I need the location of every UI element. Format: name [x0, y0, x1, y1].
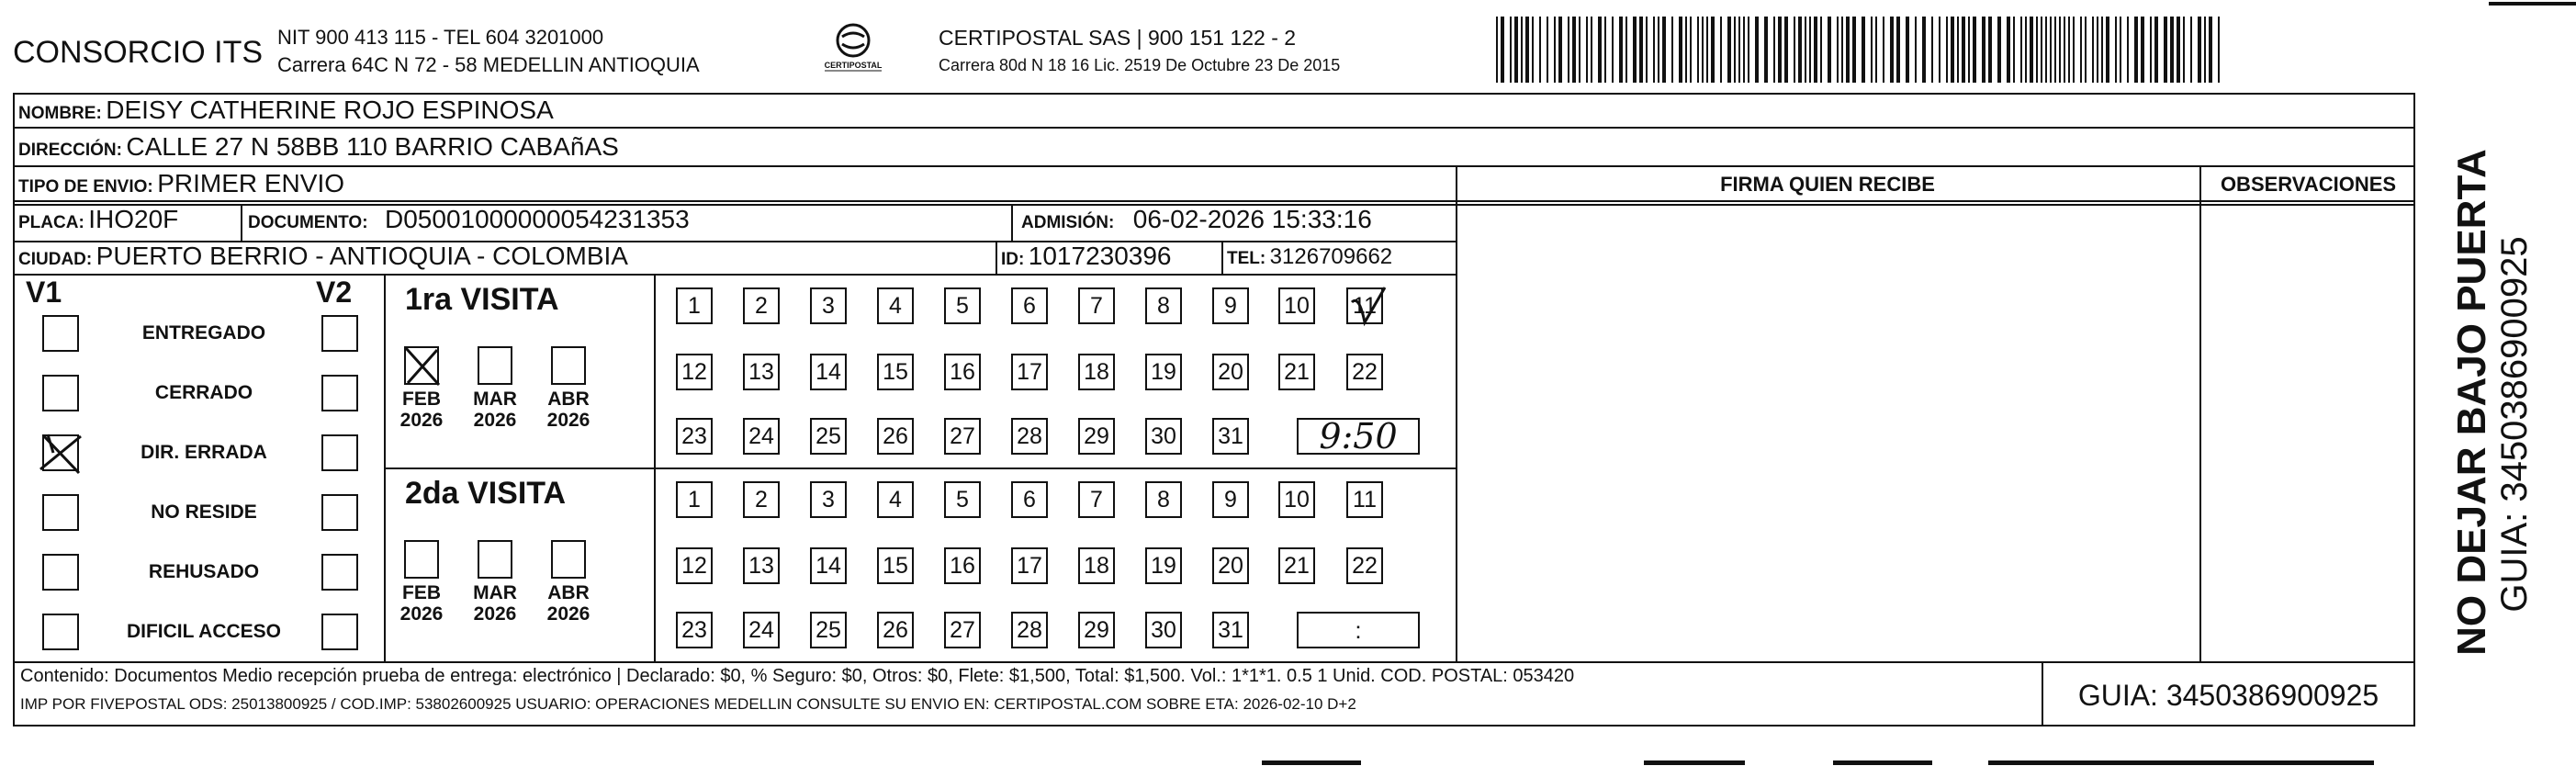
ciudad-value: PUERTO BERRIO - ANTIOQUIA - COLOMBIA [96, 242, 628, 270]
day-box[interactable] [810, 481, 847, 518]
day-box[interactable] [1278, 481, 1315, 518]
day-number: 31 [1218, 617, 1243, 643]
day-box[interactable] [1078, 287, 1115, 324]
day-number: 17 [1017, 359, 1042, 385]
day-box[interactable] [1078, 418, 1115, 455]
day-box[interactable] [944, 612, 981, 648]
day-box[interactable] [1145, 354, 1182, 390]
admision-label: ADMISIÓN: [1021, 213, 1115, 232]
day-number: 11 [1353, 293, 1377, 319]
v2-checkbox[interactable] [321, 315, 358, 352]
month-checkbox[interactable] [551, 346, 586, 385]
day-number: 10 [1284, 487, 1310, 513]
day-box[interactable] [877, 481, 914, 518]
id-label: ID: [1001, 250, 1025, 269]
day-box[interactable] [1011, 547, 1048, 584]
day-box[interactable] [1145, 547, 1182, 584]
month-year: 2026 [546, 603, 591, 625]
tel-field [1227, 246, 1392, 268]
day-box[interactable] [944, 418, 981, 455]
day-number: 14 [816, 553, 841, 579]
day-number: 25 [816, 617, 841, 643]
day-box[interactable] [1212, 287, 1249, 324]
company-name: CONSORCIO ITS [13, 35, 264, 70]
day-number: 12 [681, 359, 707, 385]
tipo-field [18, 171, 344, 197]
day-number: 5 [956, 293, 969, 319]
admision-value: 06-02-2026 15:33:16 [1132, 205, 1372, 233]
day-number: 3 [822, 487, 835, 513]
status-option-label: DIR. ERRADA [141, 442, 267, 463]
month-name: FEB [402, 582, 441, 603]
month-checkbox[interactable] [551, 540, 586, 579]
day-box[interactable] [877, 547, 914, 584]
time-value: 9:50 [1319, 416, 1398, 456]
day-box[interactable] [944, 287, 981, 324]
day-box[interactable] [1212, 418, 1249, 455]
documento-field [248, 207, 690, 232]
day-number: 1 [688, 487, 701, 513]
day-number: 20 [1218, 553, 1243, 579]
visit-panel-right-border [1456, 274, 1457, 661]
day-number: 24 [748, 423, 774, 449]
day-number: 8 [1157, 293, 1170, 319]
day-box[interactable] [676, 354, 713, 390]
placa-label: PLACA: [18, 213, 84, 232]
month-year: 2026 [399, 410, 444, 431]
visit-title: 2da VISITA [405, 476, 567, 511]
day-number: 18 [1084, 553, 1109, 579]
nombre-value: DEISY CATHERINE ROJO ESPINOSA [106, 96, 554, 124]
day-number: 15 [883, 553, 908, 579]
day-number: 4 [889, 293, 902, 319]
v2-label: V2 [316, 276, 353, 309]
day-box[interactable] [877, 418, 914, 455]
visit-title: 1ra VISITA [405, 282, 559, 317]
bottom-mark [1644, 760, 1745, 765]
barcode [1494, 0, 2223, 92]
v2-checkbox[interactable] [321, 434, 358, 471]
day-number: 6 [1023, 293, 1036, 319]
day-box[interactable] [1346, 547, 1383, 584]
tel-value: 3126709662 [1269, 244, 1393, 269]
status-option-label: CERRADO [154, 382, 253, 403]
barcode-bars [1494, 0, 2223, 92]
row-divider [13, 274, 1456, 276]
day-box[interactable] [1145, 287, 1182, 324]
footer-guia: GUIA: 3450386900925 [2077, 679, 2379, 712]
day-box[interactable] [1078, 481, 1115, 518]
direccion-field [18, 134, 619, 160]
day-box[interactable] [1078, 612, 1115, 648]
month-name: MAR [473, 389, 517, 410]
month-label [541, 389, 596, 431]
time-box[interactable] [1297, 612, 1420, 648]
day-box[interactable] [944, 354, 981, 390]
day-box[interactable] [1145, 612, 1182, 648]
day-number: 17 [1017, 553, 1042, 579]
day-box[interactable] [877, 287, 914, 324]
tipo-value: PRIMER ENVIO [157, 169, 345, 197]
row-divider [13, 127, 2415, 129]
day-number: 23 [681, 617, 707, 643]
v1-checkbox[interactable] [42, 434, 79, 471]
tipo-label: TIPO DE ENVIO: [18, 177, 153, 197]
day-number: 6 [1023, 487, 1036, 513]
bottom-mark [1833, 760, 1932, 765]
day-number: 19 [1151, 553, 1176, 579]
nombre-label: NOMBRE: [18, 104, 102, 123]
day-box[interactable] [1145, 481, 1182, 518]
day-number: 19 [1151, 359, 1176, 385]
check-mark-icon [400, 343, 444, 390]
day-box[interactable] [1011, 612, 1048, 648]
day-box[interactable] [676, 547, 713, 584]
cell-divider [241, 204, 242, 241]
month-year: 2026 [473, 603, 517, 625]
v1-checkbox[interactable] [42, 375, 79, 411]
day-number: 9 [1224, 293, 1237, 319]
firma-header: FIRMA QUIEN RECIBE [1720, 173, 1935, 196]
day-box[interactable] [676, 612, 713, 648]
visit-divider [384, 467, 1456, 469]
side-guia: GUIA: 3450386900925 [2494, 236, 2535, 613]
day-box[interactable] [877, 354, 914, 390]
day-box[interactable] [1212, 612, 1249, 648]
day-number: 26 [883, 617, 908, 643]
certipostal-logo-text: CERTIPOSTAL [824, 61, 883, 70]
day-box[interactable] [944, 481, 981, 518]
day-box[interactable] [743, 418, 780, 455]
direccion-label: DIRECCIÓN: [18, 141, 122, 160]
day-box[interactable] [810, 547, 847, 584]
day-box[interactable] [810, 354, 847, 390]
day-number: 5 [956, 487, 969, 513]
day-box[interactable] [743, 287, 780, 324]
day-box[interactable] [1011, 418, 1048, 455]
day-number: 14 [816, 359, 841, 385]
v2-checkbox[interactable] [321, 614, 358, 650]
cell-divider [1221, 241, 1223, 274]
day-box[interactable] [1346, 354, 1383, 390]
certipostal-logo-icon [812, 22, 894, 83]
day-number: 22 [1352, 359, 1378, 385]
day-box[interactable] [676, 287, 713, 324]
day-number: 11 [1353, 487, 1377, 513]
bottom-mark [1262, 760, 1361, 765]
day-box[interactable] [743, 481, 780, 518]
company-nit: NIT 900 413 115 - TEL 604 3201000 [277, 26, 604, 49]
day-box[interactable] [1212, 481, 1249, 518]
observaciones-column-left-border [2199, 165, 2201, 661]
v2-checkbox[interactable] [321, 494, 358, 531]
day-box[interactable] [1078, 547, 1115, 584]
day-box[interactable] [1212, 547, 1249, 584]
bottom-mark [1988, 760, 2374, 765]
day-box[interactable] [1078, 354, 1115, 390]
day-box[interactable] [1278, 354, 1315, 390]
cell-divider [1011, 204, 1013, 241]
ciudad-label: CIUDAD: [18, 250, 93, 269]
day-number: 29 [1084, 617, 1109, 643]
month-label [541, 582, 596, 625]
observaciones-header: OBSERVACIONES [2220, 173, 2397, 196]
documento-label: DOCUMENTO: [248, 213, 368, 232]
month-checkbox[interactable] [404, 540, 439, 579]
day-box[interactable] [1346, 481, 1383, 518]
day-box[interactable] [810, 612, 847, 648]
day-number: 30 [1151, 423, 1176, 449]
day-number: 25 [816, 423, 841, 449]
month-name: ABR [547, 389, 590, 410]
day-number: 16 [950, 553, 975, 579]
id-value: 1017230396 [1028, 242, 1172, 270]
v1-checkbox[interactable] [42, 494, 79, 531]
day-box[interactable] [944, 547, 981, 584]
month-name: ABR [547, 582, 590, 603]
day-number: 13 [748, 359, 774, 385]
day-number: 22 [1352, 553, 1378, 579]
no-dejar-warning: NO DEJAR BAJO PUERTA [2449, 149, 2494, 656]
day-box[interactable] [810, 418, 847, 455]
v1-checkbox[interactable] [42, 554, 79, 591]
v1-checkbox[interactable] [42, 614, 79, 650]
footer-divider [13, 661, 2415, 663]
day-number: 23 [681, 423, 707, 449]
row-divider [13, 200, 2415, 202]
v2-checkbox[interactable] [321, 554, 358, 591]
day-number: 24 [748, 617, 774, 643]
day-number: 31 [1218, 423, 1243, 449]
v1-label: V1 [26, 276, 62, 309]
certipostal-license: Carrera 80d N 18 16 Lic. 2519 De Octubre 23 De 2015 [939, 56, 1341, 74]
month-label [467, 582, 523, 625]
time-value: : [1355, 616, 1362, 644]
month-name: MAR [473, 582, 517, 603]
day-number: 7 [1090, 293, 1103, 319]
day-box[interactable] [1212, 354, 1249, 390]
day-number: 30 [1151, 617, 1176, 643]
status-option-label: ENTREGADO [141, 322, 266, 344]
month-checkbox[interactable] [478, 346, 512, 385]
day-number: 3 [822, 293, 835, 319]
day-box[interactable] [877, 612, 914, 648]
day-number: 29 [1084, 423, 1109, 449]
day-number: 27 [950, 423, 975, 449]
placa-value: IHO20F [88, 205, 179, 233]
day-number: 16 [950, 359, 975, 385]
day-number: 4 [889, 487, 902, 513]
day-box[interactable] [743, 354, 780, 390]
cell-divider [996, 241, 997, 274]
day-number: 10 [1284, 293, 1310, 319]
documento-value: D05001000000054231353 [385, 205, 690, 233]
footer-print-info: IMP POR FIVEPOSTAL ODS: 25013800925 / COD.IMP: 53802600925 USUARIO: OPERACIONES MEDELLIN CONSULTE SU ENVIO EN: CERTIPOSTAL.COM SOBRE ETA: 2026-02-10 D+2 [20, 695, 1356, 713]
check-mark-icon [35, 427, 86, 479]
day-number: 18 [1084, 359, 1109, 385]
placa-field [18, 207, 178, 232]
month-label [394, 389, 449, 431]
day-number: 7 [1090, 487, 1103, 513]
day-box[interactable] [1278, 547, 1315, 584]
day-number: 8 [1157, 487, 1170, 513]
top-edge-line [2489, 2, 2576, 6]
month-year: 2026 [473, 410, 517, 431]
status-option-label: REHUSADO [148, 561, 260, 582]
day-number: 2 [755, 293, 768, 319]
day-number: 1 [688, 293, 701, 319]
day-box[interactable] [676, 418, 713, 455]
footer-content: Contenido: Documentos Medio recepción prueba de entrega: electrónico | Declarado: $0, % Seguro: $0, Otros: $0, Flete: $1,500, Total: $1,500. Vol.: 1*1*1. 0.5 1 Unid. COD. POSTAL: 053420 [20, 666, 1575, 686]
month-checkbox[interactable] [404, 346, 439, 385]
day-box[interactable] [1346, 287, 1383, 324]
id-field [1001, 243, 1172, 269]
certipostal-name: CERTIPOSTAL SAS | 900 151 122 - 2 [939, 26, 1297, 50]
day-number: 28 [1017, 423, 1042, 449]
day-number: 2 [755, 487, 768, 513]
column-header-divider [1456, 204, 2415, 206]
company-address: Carrera 64C N 72 - 58 MEDELLIN ANTIOQUIA [277, 53, 700, 76]
day-number: 15 [883, 359, 908, 385]
day-number: 20 [1218, 359, 1243, 385]
month-label [467, 389, 523, 431]
month-checkbox[interactable] [478, 540, 512, 579]
day-box[interactable] [1278, 287, 1315, 324]
day-box[interactable] [676, 481, 713, 518]
status-option-label: NO RESIDE [151, 501, 257, 523]
tel-label: TEL: [1227, 249, 1266, 268]
v1-checkbox[interactable] [42, 315, 79, 352]
day-box[interactable] [1011, 354, 1048, 390]
day-box[interactable] [1011, 287, 1048, 324]
side-text [2419, 101, 2566, 726]
v2-checkbox[interactable] [321, 375, 358, 411]
day-number: 9 [1224, 487, 1237, 513]
month-year: 2026 [399, 603, 444, 625]
month-label [394, 582, 449, 625]
day-number: 12 [681, 553, 707, 579]
row-divider [13, 165, 2415, 167]
month-year: 2026 [546, 410, 591, 431]
day-box[interactable] [1145, 418, 1182, 455]
day-number: 26 [883, 423, 908, 449]
month-name: FEB [402, 389, 441, 410]
direccion-value: CALLE 27 N 58BB 110 BARRIO CABAñAS [126, 132, 619, 161]
nombre-field [18, 97, 554, 123]
day-number: 13 [748, 553, 774, 579]
day-box[interactable] [743, 547, 780, 584]
day-number: 21 [1284, 359, 1310, 385]
admision-field [1021, 207, 1372, 232]
day-box[interactable] [1011, 481, 1048, 518]
day-box[interactable] [810, 287, 847, 324]
day-number: 21 [1284, 553, 1310, 579]
certipostal-logo [812, 22, 894, 83]
status-option-label: DIFICIL ACCESO [126, 621, 281, 642]
time-box[interactable] [1297, 418, 1420, 455]
day-box[interactable] [743, 612, 780, 648]
day-number: 27 [950, 617, 975, 643]
ciudad-field [18, 243, 628, 269]
day-number: 28 [1017, 617, 1042, 643]
